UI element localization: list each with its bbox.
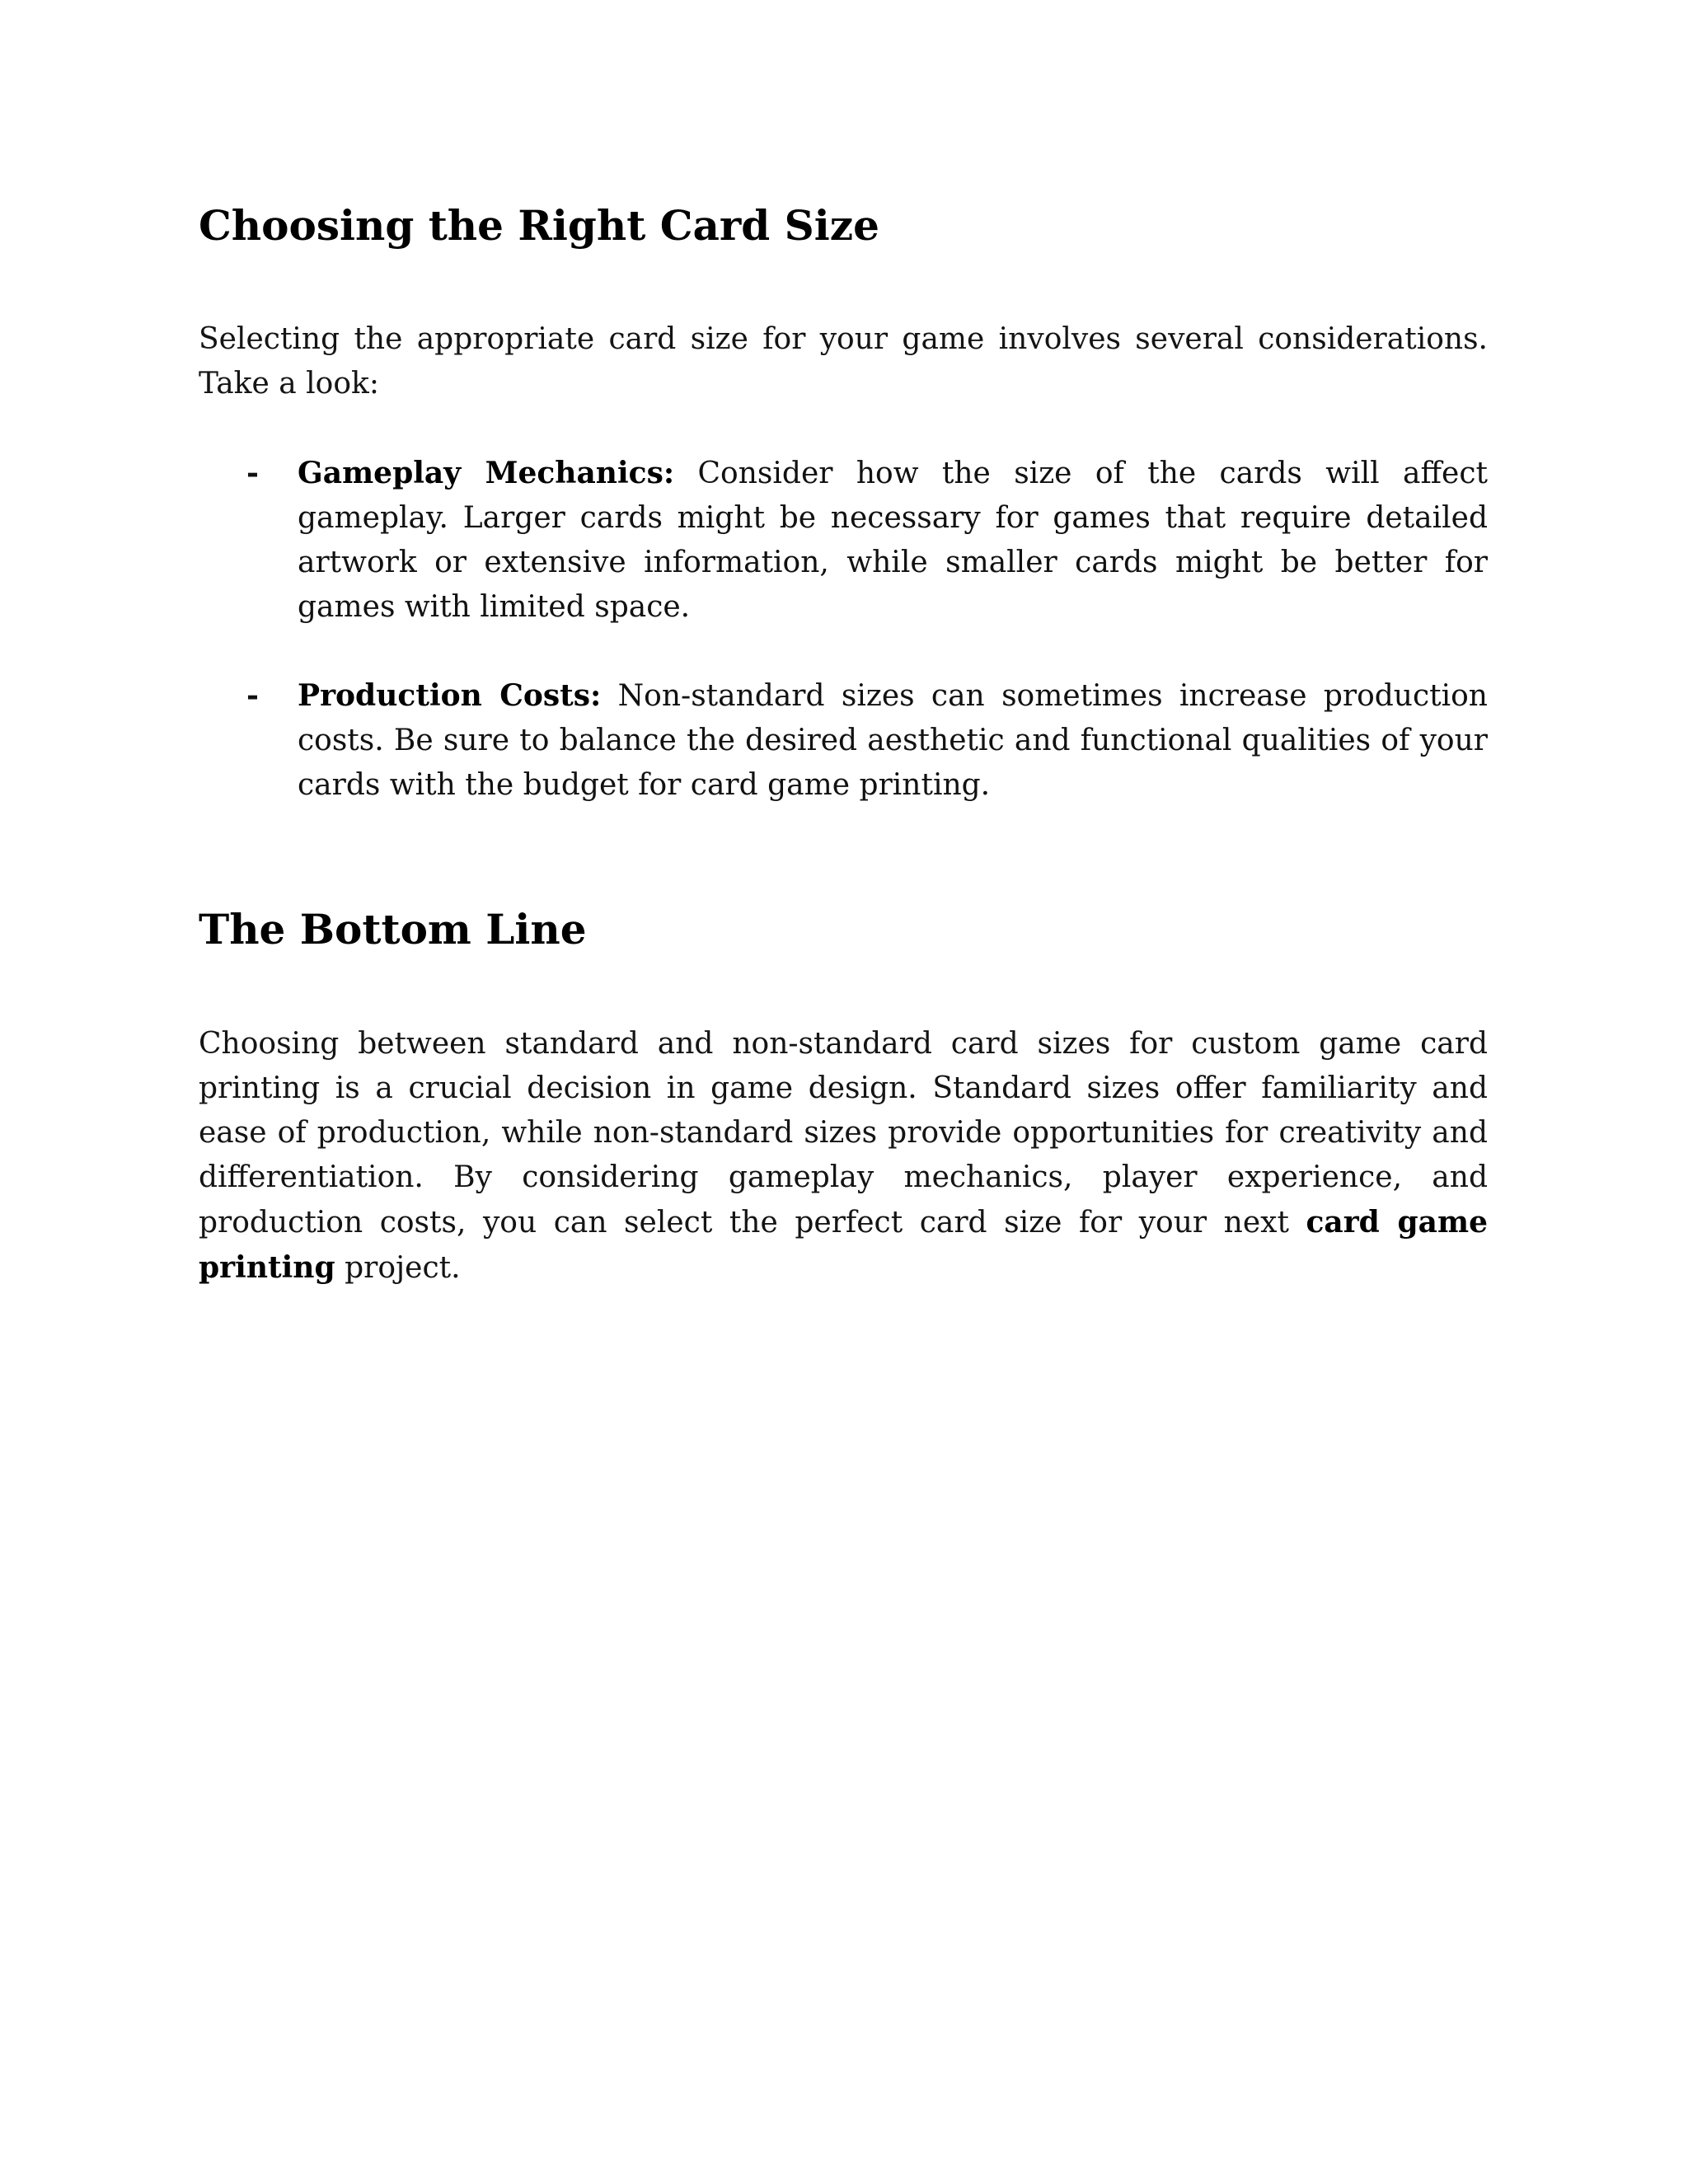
conclusion-text-start: Choosing between standard and non-standard card sizes for custom game card printing is a crucial decision in game design. Standard sizes offer familiarity and ease of production, while non-standard sizes provide opportunities for creativity and differentiation. By considering gameplay mechanics, player experience, and production costs, you can select the perfect card size for your next: [199, 1027, 1488, 1240]
bullet-marker: -: [246, 678, 259, 713]
list-item-body: Consider how the size of the cards will affect gameplay. Larger cards might be necessary for games that require detailed artwork or extensive information, while smaller cards might be better for games with limited space.: [298, 457, 1488, 624]
intro-paragraph: Selecting the appropriate card size for your game involves several considerations. Take a look:: [199, 322, 1488, 401]
list-item-text: [298, 451, 1488, 630]
section-heading-bottom-line: The Bottom Line: [199, 905, 587, 954]
list-item-body: Non-standard sizes can sometimes increase production costs. Be sure to balance the desired aesthetic and functional qualities of your cards with the budget for card game printing.: [298, 679, 1488, 802]
list-item-title: Production Costs:: [298, 678, 602, 713]
list-item-title: Gameplay Mechanics:: [298, 456, 675, 490]
conclusion-text-end: project.: [335, 1251, 461, 1285]
conclusion-paragraph: [199, 1022, 1488, 1291]
section-heading-card-size: Choosing the Right Card Size: [199, 201, 879, 250]
list-item-text: [298, 673, 1488, 808]
bullet-marker: -: [246, 456, 259, 490]
conclusion-bold-phrase: card game printing: [199, 1205, 1488, 1285]
